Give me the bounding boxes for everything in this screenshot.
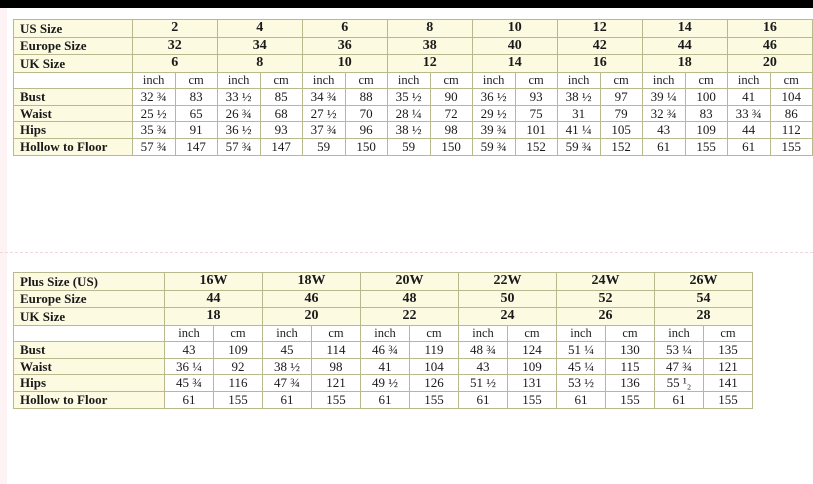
table-cell: 40 — [472, 37, 557, 55]
table-row — [14, 20, 813, 38]
left-page-margin — [0, 8, 7, 484]
table-cell: 41 — [727, 89, 770, 106]
table-cell: 61 — [557, 392, 606, 409]
table-row — [14, 55, 813, 73]
standard-size-table — [13, 19, 813, 156]
table-cell: 32 ¾ — [132, 89, 175, 106]
table-cell: 83 — [175, 89, 217, 106]
table-row — [14, 392, 753, 409]
table-cell: 52 — [557, 290, 655, 308]
table-cell: 124 — [508, 342, 557, 359]
table-cell: 152 — [515, 139, 557, 156]
table-cell: cm — [410, 326, 459, 342]
table-cell: 59 — [302, 139, 345, 156]
table-cell: 42 — [557, 37, 642, 55]
table-cell: 86 — [770, 105, 812, 122]
table-cell: 50 — [459, 290, 557, 308]
table-cell: 6 — [302, 20, 387, 38]
table-cell: 22W — [459, 273, 557, 291]
table-cell: 31 — [557, 105, 600, 122]
table-cell: 150 — [430, 139, 472, 156]
table-cell: 16 — [557, 55, 642, 73]
table-cell: 45 ¼ — [557, 358, 606, 375]
table-cell: inch — [472, 73, 515, 89]
row-header: Waist — [14, 358, 165, 375]
table-cell: 8 — [387, 20, 472, 38]
table-cell: 6 — [132, 55, 217, 73]
table-cell: 46 ¾ — [361, 342, 410, 359]
table-cell: 147 — [260, 139, 302, 156]
table-cell: 68 — [260, 105, 302, 122]
table-row — [14, 73, 813, 89]
table-cell: 41 ¼ — [557, 122, 600, 139]
table-cell: inch — [217, 73, 260, 89]
table-cell: 109 — [508, 358, 557, 375]
table-cell: 26 — [557, 308, 655, 326]
table-cell: 51 ¼ — [557, 342, 606, 359]
table-cell: 152 — [600, 139, 642, 156]
table-cell: 57 ¾ — [132, 139, 175, 156]
table-cell: inch — [361, 326, 410, 342]
table-cell: 24W — [557, 273, 655, 291]
table-cell: 12 — [387, 55, 472, 73]
table-cell: 22 — [361, 308, 459, 326]
row-header: Hips — [14, 122, 133, 139]
table-cell: 24 — [459, 308, 557, 326]
table-cell: 155 — [214, 392, 263, 409]
table-cell: 16 — [727, 20, 812, 38]
table-cell: 25 ½ — [132, 105, 175, 122]
row-header: Hollow to Floor — [14, 139, 133, 156]
table-cell: 104 — [770, 89, 812, 106]
table-cell: inch — [557, 73, 600, 89]
table-cell: 48 ¾ — [459, 342, 508, 359]
table-cell: inch — [263, 326, 312, 342]
table-row — [14, 290, 753, 308]
table-cell: 39 ¼ — [642, 89, 685, 106]
table-cell: inch — [387, 73, 430, 89]
table-row — [14, 37, 813, 55]
table-cell: inch — [459, 326, 508, 342]
table-cell: 112 — [770, 122, 812, 139]
table-cell: cm — [260, 73, 302, 89]
table-cell: 96 — [345, 122, 387, 139]
table-cell: 136 — [606, 375, 655, 392]
table-row — [14, 326, 753, 342]
table-cell: 10 — [472, 20, 557, 38]
table-cell: 93 — [515, 89, 557, 106]
row-header: Europe Size — [14, 37, 133, 55]
table-cell: 41 — [361, 358, 410, 375]
table-cell: 101 — [515, 122, 557, 139]
table-cell: 121 — [312, 375, 361, 392]
table-cell: 98 — [312, 358, 361, 375]
row-header — [14, 73, 133, 89]
table-row — [14, 375, 753, 392]
table-cell: 43 — [165, 342, 214, 359]
table-cell: 155 — [508, 392, 557, 409]
table-cell: 93 — [260, 122, 302, 139]
table-cell: inch — [165, 326, 214, 342]
table-cell: 29 ½ — [472, 105, 515, 122]
table-cell: 38 ½ — [263, 358, 312, 375]
row-header: Hollow to Floor — [14, 392, 165, 409]
table-row — [14, 358, 753, 375]
table-cell: 28 — [655, 308, 753, 326]
table-cell: 97 — [600, 89, 642, 106]
table-cell: cm — [430, 73, 472, 89]
table-cell: 91 — [175, 122, 217, 139]
table-cell: 34 ¾ — [302, 89, 345, 106]
table-cell: 92 — [214, 358, 263, 375]
section-divider — [0, 252, 813, 254]
standard-size-chart — [13, 19, 813, 156]
table-cell: inch — [302, 73, 345, 89]
table-cell: 59 ¾ — [472, 139, 515, 156]
table-cell: 135 — [704, 342, 753, 359]
table-cell: 53 ½ — [557, 375, 606, 392]
table-cell: 130 — [606, 342, 655, 359]
table-cell: 65 — [175, 105, 217, 122]
table-cell: 98 — [430, 122, 472, 139]
table-cell: 38 ½ — [387, 122, 430, 139]
table-cell: 61 — [361, 392, 410, 409]
table-cell: 54 — [655, 290, 753, 308]
table-cell: 155 — [770, 139, 812, 156]
table-cell: cm — [600, 73, 642, 89]
table-cell: 126 — [410, 375, 459, 392]
table-cell: 53 ¼ — [655, 342, 704, 359]
table-cell: inch — [557, 326, 606, 342]
table-cell: 36 ¼ — [165, 358, 214, 375]
table-cell: 90 — [430, 89, 472, 106]
table-cell: 61 — [655, 392, 704, 409]
table-cell: 28 ¼ — [387, 105, 430, 122]
row-header: Plus Size (US) — [14, 273, 165, 291]
table-cell: 155 — [312, 392, 361, 409]
row-header: Waist — [14, 105, 133, 122]
table-cell: 18 — [165, 308, 263, 326]
table-cell: 43 — [642, 122, 685, 139]
table-cell: 44 — [727, 122, 770, 139]
table-cell: 20 — [263, 308, 361, 326]
table-cell: inch — [727, 73, 770, 89]
table-cell: 26W — [655, 273, 753, 291]
table-cell: 155 — [704, 392, 753, 409]
table-cell: 75 — [515, 105, 557, 122]
table-cell: cm — [515, 73, 557, 89]
table-cell: 27 ½ — [302, 105, 345, 122]
table-cell: 72 — [430, 105, 472, 122]
table-row — [14, 122, 813, 139]
table-cell: inch — [642, 73, 685, 89]
table-cell: 45 — [263, 342, 312, 359]
table-cell: 35 ¾ — [132, 122, 175, 139]
table-row — [14, 105, 813, 122]
table-cell: 37 ¾ — [302, 122, 345, 139]
table-cell: cm — [175, 73, 217, 89]
table-cell: 8 — [217, 55, 302, 73]
top-black-bar — [0, 0, 813, 8]
table-cell: 79 — [600, 105, 642, 122]
table-cell: 43 — [459, 358, 508, 375]
row-header: Bust — [14, 342, 165, 359]
table-cell: 104 — [410, 358, 459, 375]
table-cell: 88 — [345, 89, 387, 106]
table-cell: 47 ¾ — [263, 375, 312, 392]
table-cell: 48 — [361, 290, 459, 308]
table-cell: inch — [132, 73, 175, 89]
table-cell: 109 — [685, 122, 727, 139]
table-cell: 141 — [704, 375, 753, 392]
table-cell: cm — [508, 326, 557, 342]
table-cell: 36 — [302, 37, 387, 55]
table-row — [14, 308, 753, 326]
table-cell: 47 ¾ — [655, 358, 704, 375]
table-cell: cm — [345, 73, 387, 89]
table-cell: 44 — [165, 290, 263, 308]
table-cell: 32 ¾ — [642, 105, 685, 122]
table-cell: 100 — [685, 89, 727, 106]
table-cell: 2 — [132, 20, 217, 38]
row-header: Hips — [14, 375, 165, 392]
table-cell: 116 — [214, 375, 263, 392]
table-cell: 33 ¾ — [727, 105, 770, 122]
table-cell: 36 ½ — [217, 122, 260, 139]
row-header: Bust — [14, 89, 133, 106]
table-cell: 70 — [345, 105, 387, 122]
table-cell: 119 — [410, 342, 459, 359]
table-cell: 20 — [727, 55, 812, 73]
table-cell: 36 ½ — [472, 89, 515, 106]
table-cell: 155 — [606, 392, 655, 409]
table-cell: 14 — [642, 20, 727, 38]
table-cell: 115 — [606, 358, 655, 375]
row-header — [14, 326, 165, 342]
table-cell: 155 — [410, 392, 459, 409]
table-cell: cm — [312, 326, 361, 342]
table-cell: 61 — [459, 392, 508, 409]
table-cell: 59 ¾ — [557, 139, 600, 156]
table-cell: 150 — [345, 139, 387, 156]
table-cell: cm — [685, 73, 727, 89]
row-header: UK Size — [14, 308, 165, 326]
table-cell: 33 ½ — [217, 89, 260, 106]
table-row — [14, 139, 813, 156]
table-cell: 51 ½ — [459, 375, 508, 392]
plus-size-chart — [13, 272, 753, 409]
table-cell: 35 ½ — [387, 89, 430, 106]
table-cell: 49 ½ — [361, 375, 410, 392]
table-cell: 20W — [361, 273, 459, 291]
table-cell: 85 — [260, 89, 302, 106]
table-cell: 114 — [312, 342, 361, 359]
table-cell: cm — [606, 326, 655, 342]
table-cell: 83 — [685, 105, 727, 122]
table-cell: 61 — [727, 139, 770, 156]
table-cell: 34 — [217, 37, 302, 55]
table-cell: 39 ¾ — [472, 122, 515, 139]
table-cell: 147 — [175, 139, 217, 156]
table-row — [14, 89, 813, 106]
table-cell: 12 — [557, 20, 642, 38]
table-cell: 46 — [263, 290, 361, 308]
table-cell: 61 — [642, 139, 685, 156]
table-cell: 57 ¾ — [217, 139, 260, 156]
table-cell: 105 — [600, 122, 642, 139]
table-row — [14, 342, 753, 359]
table-cell: 155 — [685, 139, 727, 156]
table-cell: 18 — [642, 55, 727, 73]
row-header: UK Size — [14, 55, 133, 73]
table-cell: 18W — [263, 273, 361, 291]
table-cell: 32 — [132, 37, 217, 55]
table-cell: 61 — [263, 392, 312, 409]
table-cell: 4 — [217, 20, 302, 38]
table-cell: 121 — [704, 358, 753, 375]
table-cell: 45 ¾ — [165, 375, 214, 392]
row-header: US Size — [14, 20, 133, 38]
table-cell: 46 — [727, 37, 812, 55]
table-cell: 109 — [214, 342, 263, 359]
row-header: Europe Size — [14, 290, 165, 308]
table-cell: 59 — [387, 139, 430, 156]
table-cell: 38 — [387, 37, 472, 55]
table-cell: 10 — [302, 55, 387, 73]
table-cell: 61 — [165, 392, 214, 409]
table-row — [14, 273, 753, 291]
table-cell: 55 ¹₂ — [655, 375, 704, 392]
table-cell: inch — [655, 326, 704, 342]
table-cell: 131 — [508, 375, 557, 392]
table-cell: cm — [770, 73, 812, 89]
table-cell: 44 — [642, 37, 727, 55]
table-cell: 14 — [472, 55, 557, 73]
table-cell: cm — [214, 326, 263, 342]
table-cell: 16W — [165, 273, 263, 291]
table-cell: 38 ½ — [557, 89, 600, 106]
table-cell: cm — [704, 326, 753, 342]
plus-size-table — [13, 272, 753, 409]
table-cell: 26 ¾ — [217, 105, 260, 122]
